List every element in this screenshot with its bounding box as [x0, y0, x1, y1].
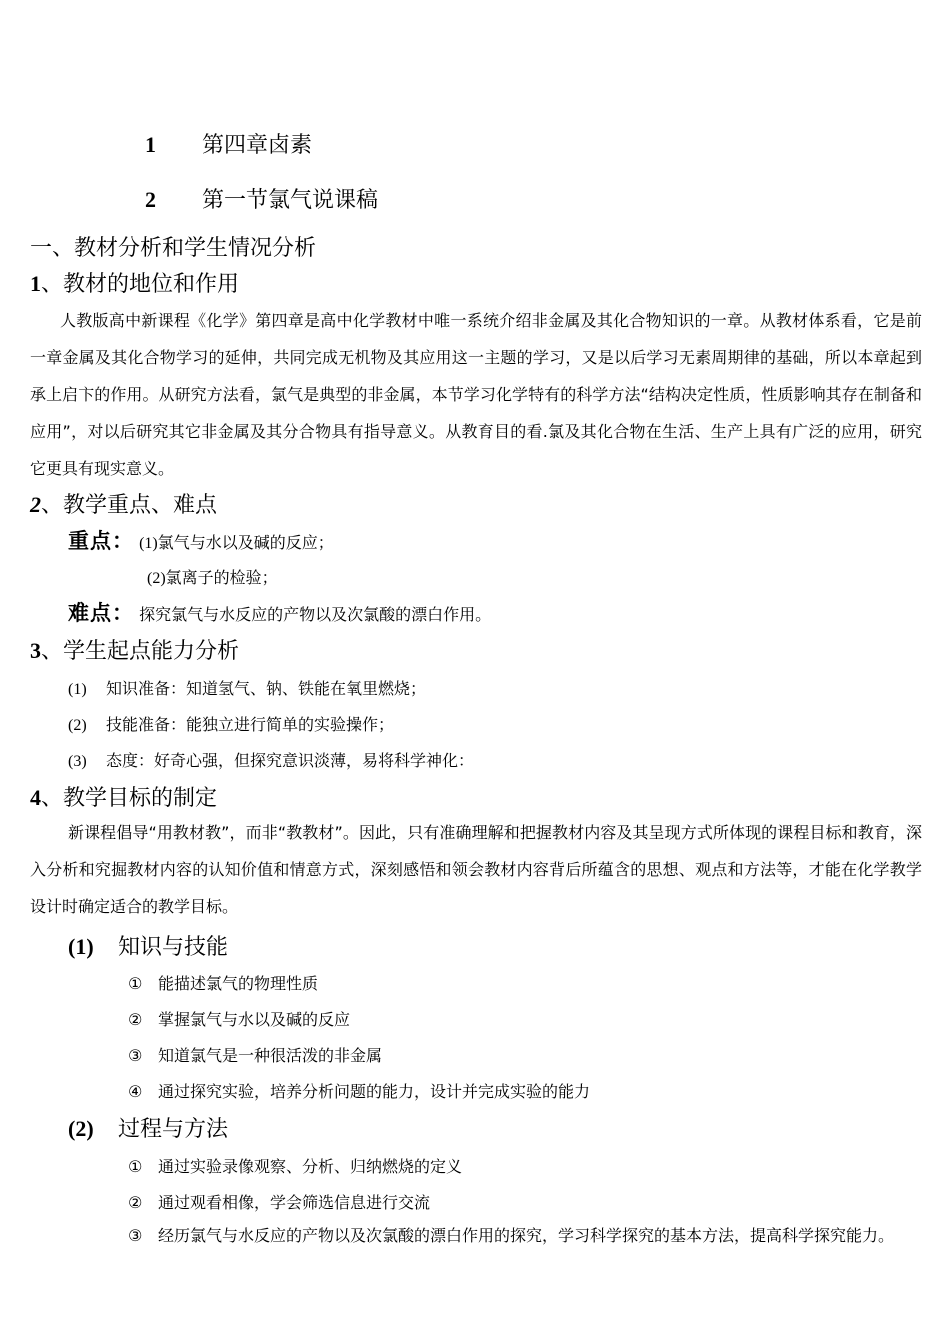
heading-section	[145, 183, 378, 214]
section-1-paragraph	[30, 302, 922, 487]
goal-group-number: (2)	[68, 1116, 94, 1141]
goal-item-text: 通过实验录像观察、分析、归纳燃烧的定义	[158, 1157, 463, 1176]
list-item-text: 态度：好奇心强，但探究意识淡薄，易将科学神化：	[106, 751, 475, 770]
item-number: (3)	[68, 753, 87, 770]
circled-number: ③	[128, 1226, 143, 1245]
item-number: (2)	[68, 717, 87, 734]
goal-item	[128, 1007, 350, 1030]
key-point-text: 氯气与水以及碱的反应；	[157, 533, 334, 552]
goal-item	[128, 1079, 590, 1102]
item-number: (2)	[147, 570, 166, 587]
goal-group-2-title	[68, 1112, 228, 1143]
goal-item-text: 经历氯气与水反应的产物以及次氯酸的漂白作用的探究，学习科学探究的基本方法，提高科学探究能力。	[158, 1226, 895, 1245]
heading-text: 第四章卤素	[202, 133, 313, 158]
goal-item	[128, 1154, 462, 1177]
goal-item-wrapped	[30, 1217, 922, 1254]
section-number: 3	[30, 638, 41, 663]
key-points-line	[68, 525, 334, 555]
list-item	[68, 676, 426, 699]
goal-item-text: 掌握氯气与水以及碱的反应	[158, 1010, 351, 1029]
section-1-title	[30, 267, 239, 298]
key-point-text: 氯离子的检验；	[165, 568, 278, 587]
circled-number: ①	[128, 1157, 143, 1176]
heading-number: 1	[145, 132, 156, 157]
circled-number: ③	[128, 1046, 143, 1065]
section-number: 1	[30, 271, 41, 296]
difficulty-label: 难点：	[68, 601, 134, 625]
goal-item-text: 能描述氯气的物理性质	[158, 974, 319, 993]
section-number: 2	[30, 492, 41, 517]
section-3-title	[30, 634, 239, 665]
goal-group-text: 知识与技能	[118, 935, 229, 960]
section-2-title	[30, 488, 217, 519]
list-item-text: 技能准备：能独立进行简单的实验操作；	[106, 715, 395, 734]
circled-number: ①	[128, 974, 143, 993]
list-item	[68, 712, 394, 735]
goal-item	[128, 1043, 382, 1066]
paragraph-text: 新课程倡导“用教材教”，而非“教教材”。因此，只有准确理解和把握教材内容及其呈现方式所体现的课程目标和教育，深入分析和究掘教材内容的认知价值和情意方式，深刻感悟和领会教材内容背后所蕴含的思想、观点和方法等，才能在化学教学设计时确定适合的教学目标。	[30, 823, 922, 916]
goal-item-text: 通过观看相像，学会筛选信息进行交流	[158, 1193, 431, 1212]
goal-item-text: 知道氯气是一种很活泼的非金属	[158, 1046, 383, 1065]
circled-number: ④	[128, 1082, 143, 1101]
difficulty-line	[68, 597, 491, 627]
goal-group-1-title	[68, 930, 228, 961]
difficulty-text: 探究氯气与水反应的产物以及次氯酸的漂白作用。	[139, 605, 492, 624]
goal-item	[128, 1190, 430, 1213]
section-4-paragraph	[30, 814, 922, 925]
heading-chapter	[145, 128, 312, 159]
section-title-text: 、学生起点能力分析	[41, 639, 240, 664]
item-number: (1)	[68, 681, 87, 698]
heading-text: 第一节氯气说课稿	[202, 188, 379, 213]
circled-number: ②	[128, 1193, 143, 1212]
section-title-text: 、教学目标的制定	[41, 786, 218, 811]
item-number: (1)	[139, 535, 158, 552]
list-item	[68, 748, 474, 771]
section-4-title	[30, 781, 217, 812]
section-title-text: 、教学重点、难点	[41, 493, 218, 518]
heading-number: 2	[145, 187, 156, 212]
part-title: 一、教材分析和学生情况分析	[30, 236, 317, 261]
section-title-text: 、教材的地位和作用	[41, 272, 240, 297]
goal-item	[128, 971, 318, 994]
paragraph-text: 人教版高中新课程《化学》第四章是高中化学教材中唯一系统介绍非金属及其化合物知识的一章。从教材体系看，它是前一章金属及其化合物学习的延伸，共同完成无机物及其应用这一主题的学习，又是以后学习无素周期律的基础，所以本章起到承上启卞的作用。从研究方法看，氯气是典型的非金属，本节学习化学特有的科学方法“结构决定性质，性质影响其存在制备和应用”，对以后研究其它非金属及其分合物具有指导意义。从教育目的看.氯及其化合物在生活、生产上具有广泛的应用，研究它更具有现实意义。	[30, 311, 922, 478]
section-number: 4	[30, 785, 41, 810]
goal-group-text: 过程与方法	[118, 1117, 229, 1142]
key-point-2	[147, 565, 278, 588]
goal-group-number: (1)	[68, 934, 94, 959]
circled-number: ②	[128, 1010, 143, 1029]
list-item-text: 知识准备：知道氢气、钠、铁能在氧里燃烧；	[106, 679, 427, 698]
goal-item-text: 通过探究实验，培养分析问题的能力，设计并完成实验的能力	[158, 1082, 591, 1101]
key-points-label: 重点：	[68, 529, 134, 553]
